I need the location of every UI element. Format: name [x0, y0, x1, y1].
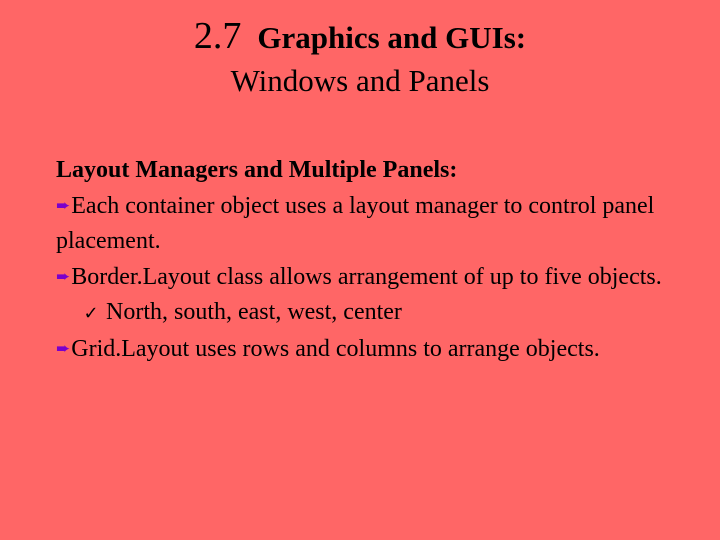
bullet-text: Each container object uses a layout manager to control panel placement.	[56, 192, 655, 254]
arrow-bullet-icon: ➨	[56, 266, 71, 287]
bullet-text: Grid.Layout uses rows and columns to arrange objects.	[71, 335, 600, 362]
bullet-item	[56, 260, 706, 296]
title-text: Graphics and GUIs:	[257, 20, 527, 55]
slide-title	[0, 14, 720, 58]
slide-subtitle: Windows and Panels	[230, 63, 490, 98]
section-number: 2.7	[193, 15, 242, 57]
bullet-text: Border.Layout class allows arrangement of up to five objects.	[71, 263, 662, 290]
bullet-item	[56, 189, 706, 260]
bullet-item	[56, 332, 706, 368]
slide-body	[56, 153, 706, 367]
arrow-bullet-icon: ➨	[56, 338, 71, 359]
arrow-bullet-icon: ➨	[56, 195, 71, 216]
section-heading: Layout Managers and Multiple Panels:	[56, 157, 458, 183]
sub-bullet-item	[56, 295, 706, 332]
sub-bullet-text: North, south, east, west, center	[106, 299, 402, 325]
checkmark-icon: ✓	[83, 303, 99, 324]
